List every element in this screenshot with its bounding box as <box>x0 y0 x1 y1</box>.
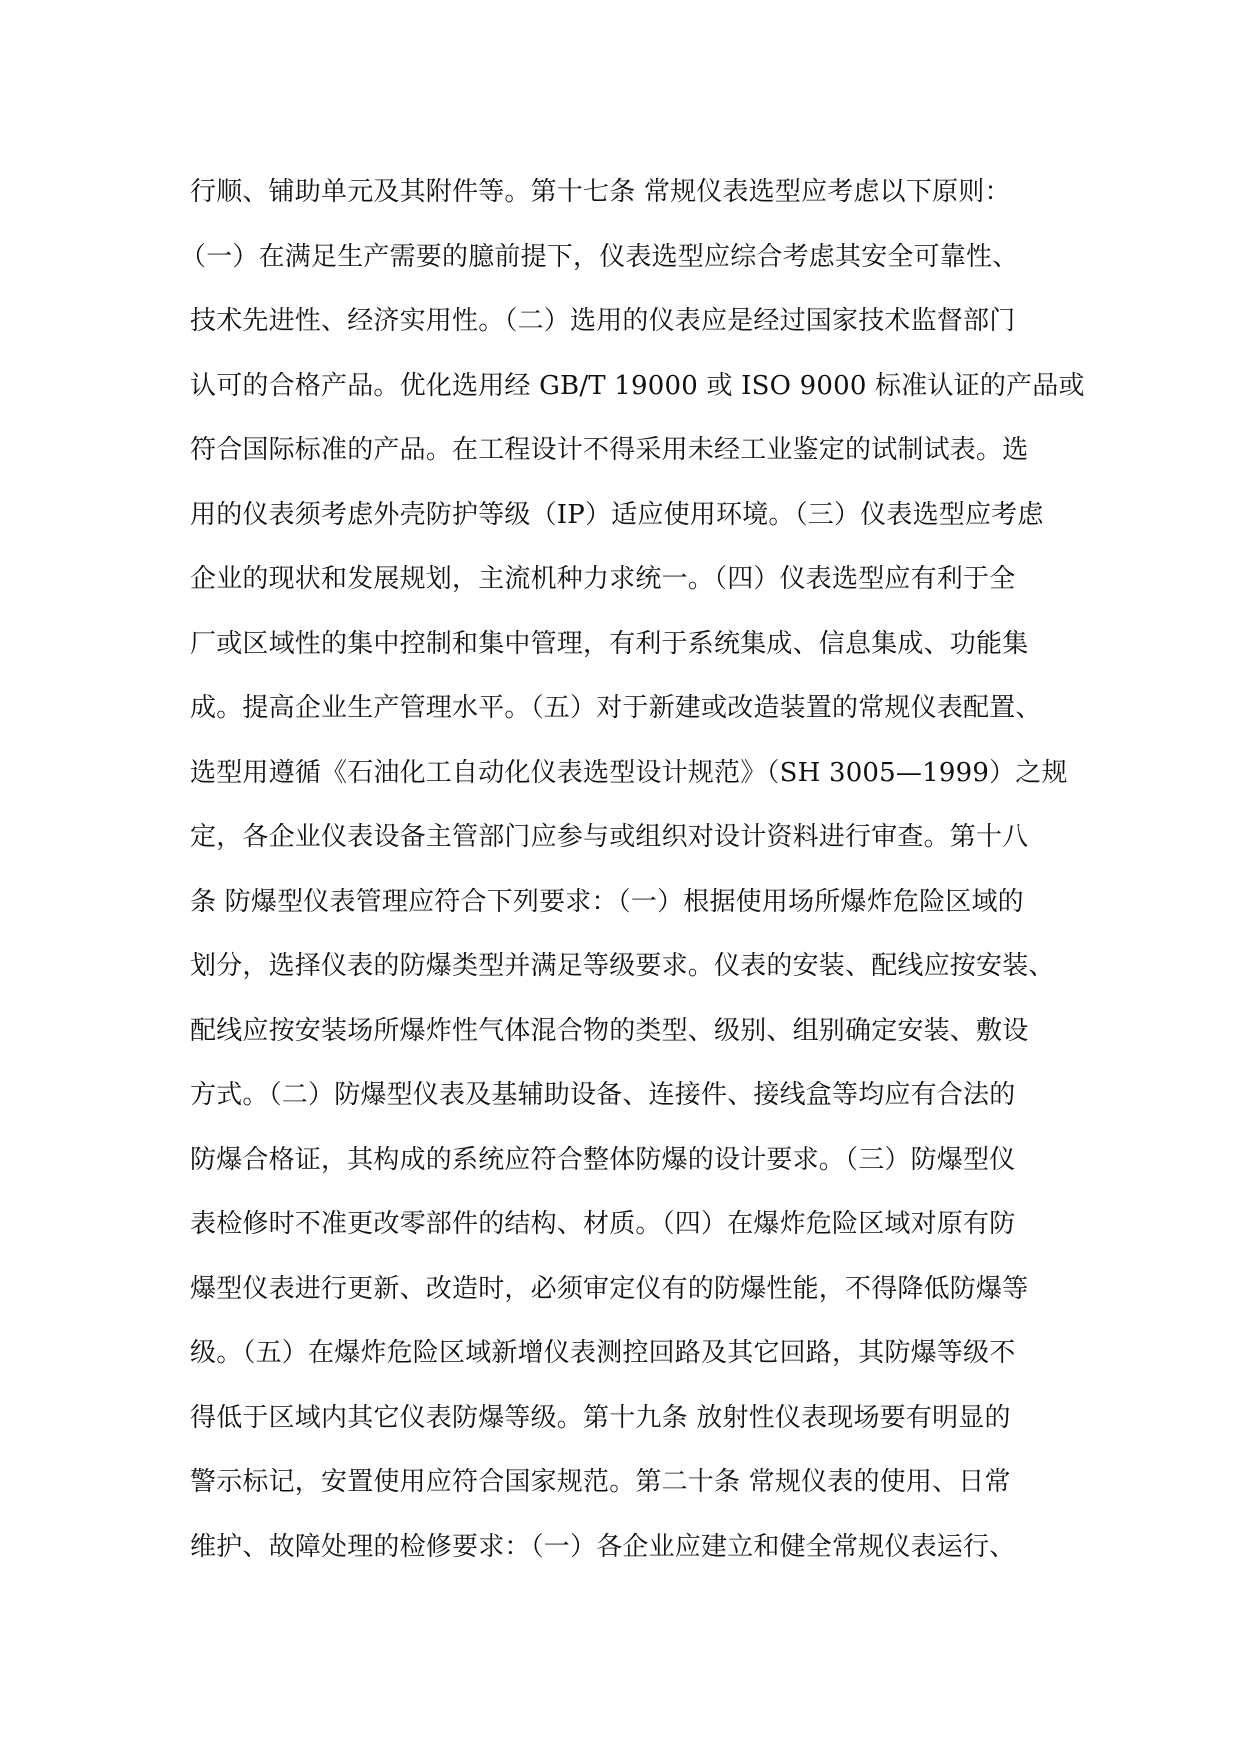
text-line-5: 符合国际标准的产品。在工程设计不得采用未经工业鉴定的试制试表。选 <box>190 435 1029 465</box>
text-line-11: 定，各企业仪表设备主管部门应参与或组织对设计资料进行审查。第十八 <box>190 822 1029 852</box>
text-line-22: 维护、故障处理的检修要求：（一）各企业应建立和健全常规仪表运行、 <box>190 1531 1016 1562</box>
text-line-3: 技术先进性、经济实用性。（二）选用的仪表应是经过国家技术监督部门 <box>190 306 1016 336</box>
text-line-7: 企业的现状和发展规划，主流机种力求统一。（四）仪表选型应有利于全 <box>190 564 1016 594</box>
text-line-14: 配线应按安装场所爆炸性气体混合物的类型、级别、组别确定安装、敷设 <box>190 1015 1029 1046</box>
text-line-2: （一）在满足生产需要的臆前提下，仪表选型应综合考虑其安全可靠性、 <box>180 241 1019 272</box>
text-line-6: 用的仪表须考虑外壳防护等级（IP）适应使用环境。（三）仪表选型应考虑 <box>190 499 1044 530</box>
text-line-20: 得低于区域内其它仪表防爆等级。第十九条 放射性仪表现场要有明显的 <box>190 1402 1011 1433</box>
text-line-15: 方式。（二）防爆型仪表及基辅助设备、连接件、接线盒等均应有合法的 <box>190 1080 1016 1110</box>
text-line-19: 级。（五）在爆炸危险区域新增仪表测控回路及其它回路，其防爆等级不 <box>190 1338 1016 1368</box>
text-line-21: 警示标记，安置使用应符合国家规范。第二十条 常规仪表的使用、日常 <box>190 1467 1011 1497</box>
text-line-10: 选型用遵循《石油化工自动化仪表选型设计规范》（SH 3005—1999）之规 <box>190 757 1068 788</box>
text-line-9: 成。提高企业生产管理水平。（五）对于新建或改造装置的常规仪表配置、 <box>190 693 1042 723</box>
text-line-16: 防爆合格证，其构成的系统应符合整体防爆的设计要求。（三）防爆型仪 <box>190 1144 1016 1175</box>
text-line-4: 认可的合格产品。优化选用经 GB/T 19000 或 ISO 9000 标准认证的产品或 <box>190 370 1085 401</box>
text-line-18: 爆型仪表进行更新、改造时，必须审定仪有的防爆性能，不得降低防爆等 <box>190 1273 1029 1304</box>
text-line-1: 行顺、铺助单元及其附件等。第十七条 常规仪表选型应考虑以下原则： <box>190 177 1011 207</box>
text-line-17: 表检修时不准更改零部件的结构、材质。（四）在爆炸危险区域对原有防 <box>190 1209 1016 1239</box>
text-line-12: 条 防爆型仪表管理应符合下列要求：（一）根据使用场所爆炸危险区域的 <box>190 886 1024 917</box>
text-line-8: 厂或区域性的集中控制和集中管理，有利于系统集成、信息集成、功能集 <box>190 628 1029 659</box>
body-text <box>180 160 1085 1579</box>
text-line-13: 划分，选择仪表的防爆类型并满足等级要求。仪表的安装、配线应按安装、 <box>190 951 1055 981</box>
